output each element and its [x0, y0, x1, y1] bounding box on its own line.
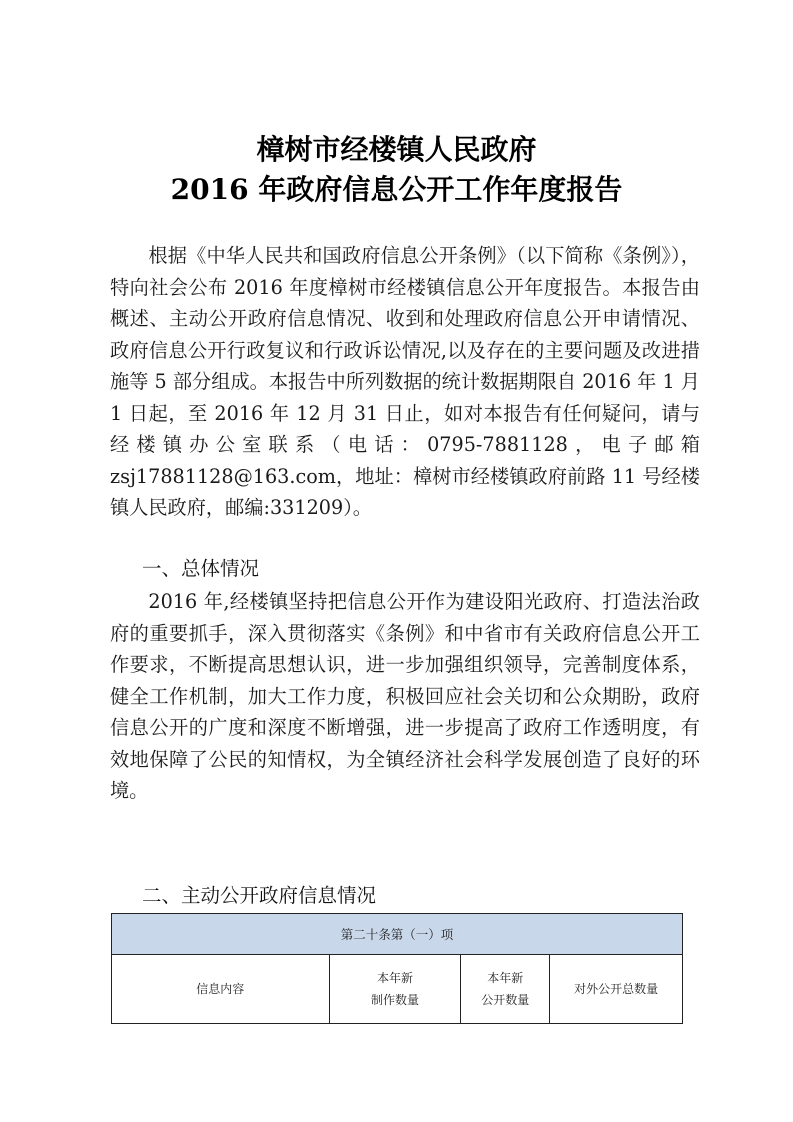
table-caption-row [112, 914, 683, 955]
header-new-published-line1: 本年新 [487, 971, 524, 985]
header-total-published: 对外公开总数量 [550, 955, 683, 1024]
disclosure-table [111, 913, 683, 1024]
table-caption: 第二十条第（一）项 [112, 914, 683, 955]
intro-paragraph: 根据《中华人民共和国政府信息公开条例》（以下简称《条例》），特向社会公布 2016 年度樟树市经楼镇信息公开年度报告。本报告由概述、主动公开政府信息情况、收到和处理政府信息公开申请情况、政府信息公开行政复议和行政诉讼情况,以及存在的主要问题及改进措施等 5 部分组成。本报告中所列数据的统计数据期限自 2016 年 1 月 1 日起，至 2016 年 12 月 31 日止，如对本报告有任何疑问，请与经楼镇办公室联系（电话：0795-7881128，电子邮箱 zsj17881128@163.com，地址：樟树市经楼镇政府前路 11 号经楼镇人民政府，邮编:331209）。 [110, 244, 700, 519]
header-new-published [461, 955, 550, 1024]
report-title-line1: 樟树市经楼镇人民政府 [256, 133, 537, 166]
header-new-produced-line2: 制作数量 [370, 993, 419, 1007]
section-heading-overview: 一、总体情况 [142, 557, 260, 580]
overview-paragraph: 2016 年,经楼镇坚持把信息公开作为建设阳光政府、打造法治政府的重要抓手，深入贯彻落实《条例》和中省市有关政府信息公开工作要求，不断提高思想认识，进一步加强组织领导，完善制度体系，健全工作机制，加大工作力度，积极回应社会关切和公众期盼，政府信息公开的广度和深度不断增强，进一步提高了政府工作透明度，有效地保障了公民的知情权，为全镇经济社会科学发展创造了良好的环境。 [110, 590, 700, 802]
report-title-line2: 2016 年政府信息公开工作年度报告 [170, 173, 623, 206]
header-new-produced [329, 955, 461, 1024]
header-new-published-line2: 公开数量 [481, 993, 530, 1007]
header-new-produced-line1: 本年新 [376, 971, 413, 985]
table-header-row [112, 955, 683, 1024]
header-info-content: 信息内容 [112, 955, 330, 1024]
section-heading-proactive-disclosure: 二、主动公开政府信息情况 [142, 884, 377, 907]
